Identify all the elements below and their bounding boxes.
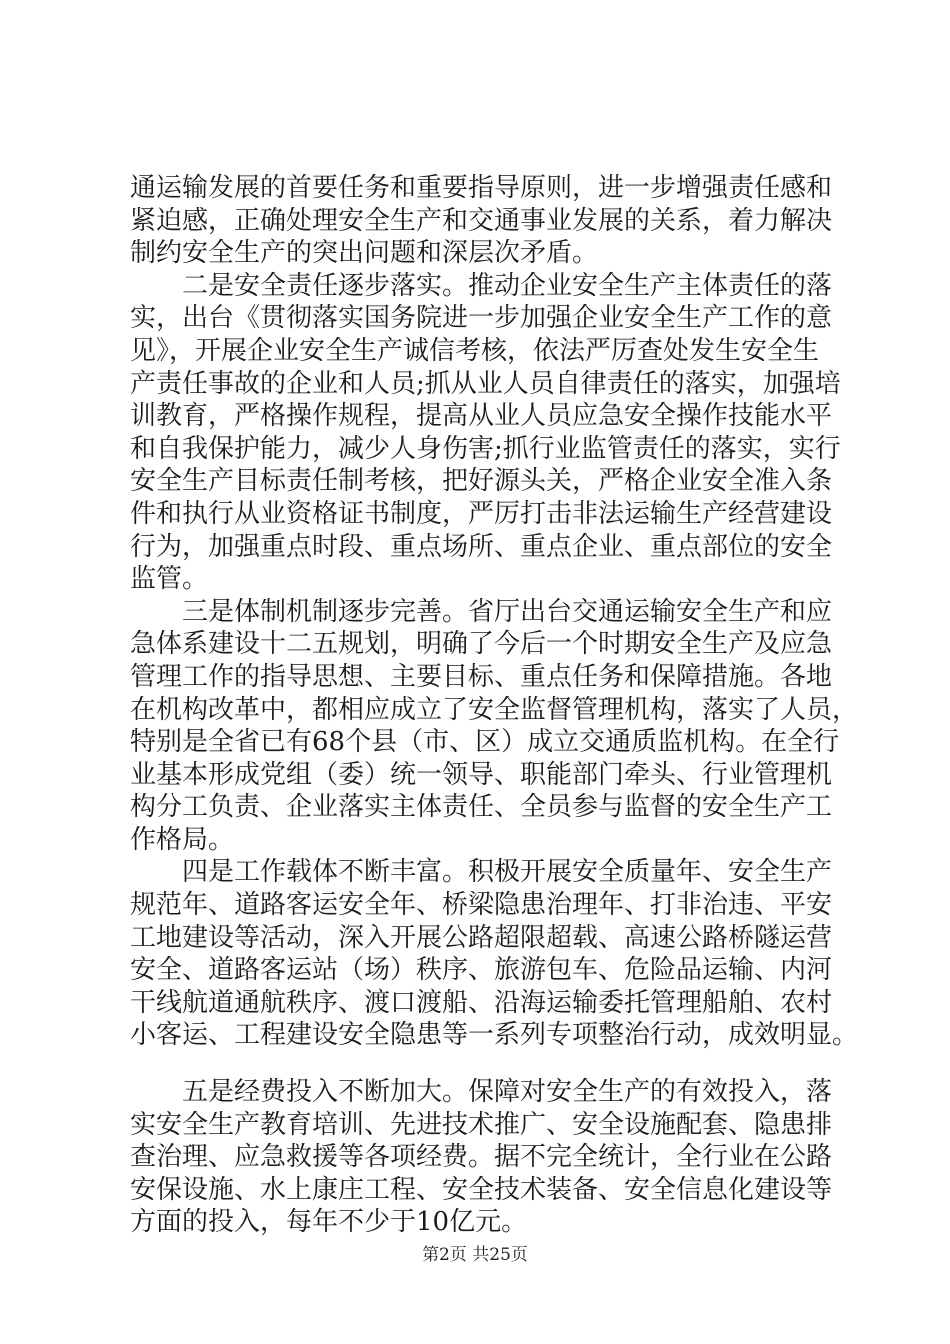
page-footer: 第2页 共25页 (422, 1245, 528, 1265)
text-line: 安全生产目标责任制考核，把好源头关，严格企业安全准入条 (130, 466, 833, 497)
text-line: 行为，加强重点时段、重点场所、重点企业、重点部位的安全 (130, 531, 833, 562)
text-line: 三是体制机制逐步完善。省厅出台交通运输安全生产和应 (130, 596, 833, 627)
text-line: 查治理、应急救援等各项经费。据不完全统计，全行业在公路 (130, 1142, 833, 1173)
text-line: 五是经费投入不断加大。保障对安全生产的有效投入，落 (130, 1077, 833, 1108)
text-line: 急体系建设十二五规划，明确了今后一个时期安全生产及应急 (130, 629, 833, 660)
text-line: 小客运、工程建设安全隐患等一系列专项整治行动，成效明显。 (130, 1020, 859, 1051)
text-line: 见》，开展企业安全生产诚信考核，依法严厉查处发生安全生 (130, 335, 820, 366)
text-line: 方面的投入，每年不少于10亿元。 (130, 1207, 528, 1238)
text-line: 特别是全省已有68个县（市、区）成立交通质监机构。在全行 (130, 727, 840, 758)
text-line: 工地建设等活动，深入开展公路超限超载、高速公路桥隧运营 (130, 922, 833, 953)
text-line: 安全、道路客运站（场）秩序、旅游包车、危险品运输、内河 (130, 955, 833, 986)
text-line: 训教育，严格操作规程，提高从业人员应急安全操作技能水平 (130, 401, 833, 432)
text-line: 制约安全生产的突出问题和深层次矛盾。 (130, 238, 599, 269)
text-line: 通运输发展的首要任务和重要指导原则，进一步增强责任感和 (130, 173, 833, 203)
text-line: 管理工作的指导思想、主要目标、重点任务和保障措施。各地 (130, 661, 833, 692)
text-line: 监管。 (130, 564, 209, 595)
text-line: 实，出台《贯彻落实国务院进一步加强企业安全生产工作的意 (130, 303, 833, 334)
document-body (130, 172, 859, 1239)
text-line: 安保设施、水上康庄工程、安全技术装备、安全信息化建设等 (130, 1174, 833, 1205)
text-line: 和自我保护能力，减少人身伤害;抓行业监管责任的落实，实行 (130, 433, 841, 464)
text-line: 二是安全责任逐步落实。推动企业安全生产主体责任的落 (130, 270, 833, 301)
text-line: 作格局。 (130, 824, 235, 855)
paragraph-gap (130, 1052, 830, 1076)
text-line: 干线航道通航秩序、渡口渡船、沿海运输委托管理船舶、农村 (130, 987, 833, 1018)
text-line: 实安全生产教育培训、先进技术推广、安全设施配套、隐患排 (130, 1109, 833, 1140)
text-line: 业基本形成党组（委）统一领导、职能部门牵头、行业管理机 (130, 759, 833, 790)
text-line: 规范年、道路客运安全年、桥梁隐患治理年、打非治违、平安 (130, 890, 833, 921)
text-line: 在机构改革中，都相应成立了安全监督管理机构，落实了人员， (130, 694, 859, 725)
text-line: 四是工作载体不断丰富。积极开展安全质量年、安全生产 (130, 857, 833, 888)
text-line: 紧迫感，正确处理安全生产和交通事业发展的关系，着力解决 (130, 205, 833, 236)
text-line: 件和执行从业资格证书制度，严厉打击非法运输生产经营建设 (130, 498, 833, 529)
text-line: 构分工负责、企业落实主体责任、全员参与监督的安全生产工 (130, 792, 833, 823)
text-line: 产责任事故的企业和人员;抓从业人员自律责任的落实，加强培 (130, 368, 841, 399)
